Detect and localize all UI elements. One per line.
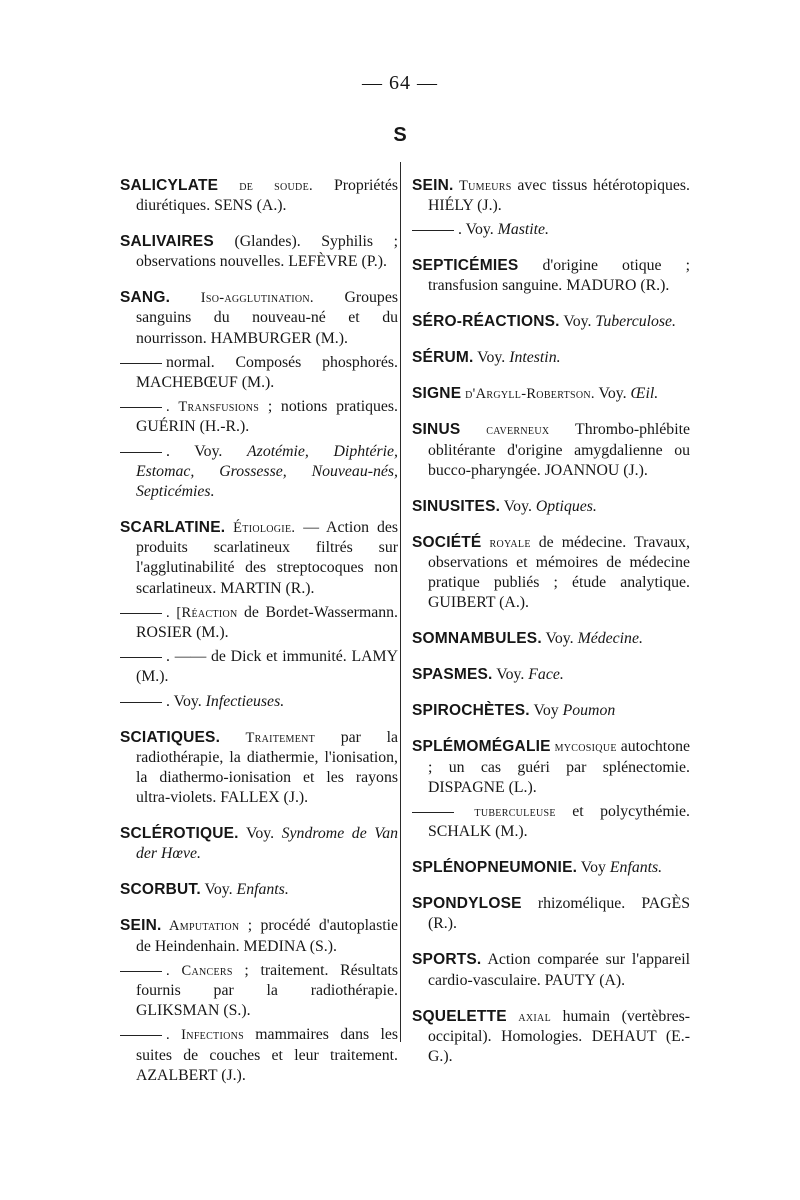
right-column (412, 160, 690, 1075)
index-entry (412, 1007, 690, 1068)
index-entry (120, 824, 398, 864)
page-number: — 64 — (362, 72, 438, 94)
index-entry (412, 497, 690, 517)
entry-text: par la radiothérapie, la diathermie, l'ionisation, la diathermo-ionisation et les rayons ultra-violets. FALLEX (J.). (136, 728, 398, 807)
entry-subheading: . [Réaction (166, 604, 238, 621)
entry-text: Voy. (559, 313, 596, 331)
index-entry (412, 420, 690, 481)
repeat-dash (120, 452, 162, 453)
entry-heading: SPLÉMOMÉGALIE (412, 738, 551, 756)
index-entry (412, 858, 690, 878)
entry-heading: SCORBUT. (120, 881, 201, 899)
entry-text: Voy. (238, 825, 282, 843)
entry-subheading: . Infections (166, 1027, 244, 1044)
entry-heading: SANG. (120, 289, 171, 307)
index-subentry (120, 1025, 398, 1086)
cross-reference: Optiques. (535, 497, 597, 515)
entry-heading: SPASMES. (412, 666, 493, 684)
index-entry (120, 288, 398, 349)
entry-heading: SQUELETTE (412, 1007, 507, 1025)
cross-reference: Médecine. (577, 630, 643, 648)
index-subentry (120, 961, 398, 1022)
entry-heading: SPONDYLOSE (412, 895, 522, 913)
entry-text: et polycythémie. SCHALK (M.). (428, 803, 690, 841)
entry-text: . Voy. (166, 442, 248, 460)
entry-subheading: Amputation (161, 918, 240, 935)
entry-text: de Bordet-Wassermann. ROSIER (M.). (136, 603, 398, 642)
entry-heading: SCIATIQUES. (120, 728, 221, 746)
index-entry (412, 384, 690, 404)
index-subentry (120, 397, 398, 437)
entry-subheading: tuberculeuse (458, 804, 556, 821)
column-divider (400, 162, 401, 1042)
entry-subheading: d'Argyll-Robertson. (461, 386, 595, 403)
entry-subheading: royale (481, 534, 531, 551)
entry-heading: SEPTICÉMIES (412, 257, 519, 275)
cross-reference: Œil. (630, 385, 659, 403)
cross-reference: Tuberculose. (595, 313, 676, 331)
entry-heading: SIGNE (412, 385, 462, 403)
repeat-dash (120, 1035, 162, 1036)
index-entry (412, 629, 690, 649)
index-entry (412, 894, 690, 934)
entry-text: Groupes sanguins du nouveau-né et du nourrisson. HAMBURGER (M.). (136, 289, 398, 347)
repeat-dash (120, 613, 162, 614)
entry-subheading: axial (506, 1008, 551, 1025)
cross-reference: Intestin. (509, 349, 561, 367)
index-entry (412, 256, 690, 296)
section-letter: S (393, 124, 407, 146)
entry-text: . Voy. (458, 221, 498, 239)
entry-subheading: Étiologie. (225, 520, 296, 537)
repeat-dash (120, 971, 162, 972)
repeat-dash (120, 407, 162, 408)
index-subentry (120, 442, 398, 503)
index-subentry (120, 692, 398, 712)
index-subentry (120, 603, 398, 643)
index-entry (412, 665, 690, 685)
cross-reference: Poumon (562, 702, 616, 720)
index-entry (120, 518, 398, 599)
repeat-dash (120, 702, 162, 703)
cross-reference: Face. (528, 666, 564, 684)
entry-heading: SEIN. (120, 917, 162, 935)
repeat-dash (412, 812, 454, 813)
entry-text: Voy. (492, 666, 529, 684)
repeat-dash (412, 230, 454, 231)
entry-text: Voy. (473, 349, 510, 367)
entry-heading: SCARLATINE. (120, 519, 226, 537)
entry-heading: SOMNAMBULES. (412, 630, 542, 648)
index-entry (120, 176, 398, 216)
index-entry (412, 701, 690, 721)
cross-reference: Azotémie, Diphtérie, Estomac, Grossesse, Nouveau-nés, Septicémies. (136, 442, 399, 501)
entry-heading: SALIVAIRES (120, 233, 214, 250)
entry-text: Voy (529, 702, 563, 720)
index-entry (412, 176, 690, 216)
entry-heading: SÉRUM. (412, 349, 474, 367)
entry-text: Voy. (594, 385, 631, 403)
entry-subheading: Traitement (220, 729, 316, 746)
entry-subheading: . Cancers (166, 962, 233, 979)
entry-heading: SEIN. (412, 176, 454, 194)
entry-text: Action comparée sur l'appareil cardio-vasculaire. PAUTY (A). (428, 951, 690, 989)
repeat-dash (120, 657, 162, 658)
entry-text: avec tissus hétérotopiques. HIÉLY (J.). (428, 176, 690, 214)
index-entry (120, 232, 398, 272)
entry-text: ; notions pratiques. GUÉRIN (H.-R.). (136, 398, 399, 436)
cross-reference: Infectieuses. (205, 692, 285, 710)
entry-text: Voy. (500, 497, 536, 515)
entry-subheading: mycosique (550, 739, 617, 756)
entry-heading: SÉRO-RÉACTIONS. (412, 313, 560, 331)
cross-reference: Mastite. (497, 221, 549, 239)
index-subentry (120, 647, 398, 687)
entry-subheading: . Transfusions (166, 399, 260, 416)
index-entry (412, 533, 690, 614)
entry-heading: SPORTS. (412, 951, 482, 969)
cross-reference: Enfants. (609, 859, 663, 877)
entry-subheading: caverneux (460, 422, 550, 439)
entry-text: mammaires dans les suites de couches et leur traitement. AZALBERT (J.). (136, 1026, 398, 1084)
entry-text: Voy. (200, 881, 237, 899)
cross-reference: Enfants. (236, 881, 289, 899)
entry-text: d'origine otique ; transfusion sanguine. MADURO (R.). (428, 257, 690, 295)
index-entry (120, 880, 398, 900)
entry-text: Voy (577, 859, 610, 877)
entry-text: humain (vertèbres-occipital). Homologies. DEHAUT (E.-G.). (428, 1007, 690, 1066)
index-entry (412, 312, 690, 332)
entry-text: ; procédé d'autoplastie de Heindenhain. MEDINA (S.). (136, 917, 399, 955)
entry-text: Propriétés diurétiques. SENS (A.). (136, 176, 398, 214)
entry-subheading: Iso-agglutination. (170, 290, 314, 307)
cross-reference: Syndrome de Van der Hœve. (136, 825, 398, 863)
index-entry (412, 348, 690, 368)
entry-heading: SALICYLATE (120, 176, 219, 194)
entry-heading: SPLÉNOPNEUMONIE. (412, 859, 578, 877)
entry-text: Voy. (541, 630, 578, 648)
index-subentry (412, 220, 690, 240)
entry-heading: SCLÉROTIQUE. (120, 825, 239, 843)
entry-text: . Voy. (166, 692, 206, 710)
entry-subheading: de soude. (239, 177, 313, 194)
repeat-dash (120, 363, 162, 364)
entry-heading: SOCIÉTÉ (412, 533, 482, 551)
entry-text: ; traitement. Résultats fournis par la radiothérapie. GLIKSMAN (S.). (136, 961, 398, 1020)
index-entry (120, 728, 398, 809)
index-subentry (412, 802, 690, 842)
entry-text: normal. Composés phosphorés. MACHEBŒUF (M.). (136, 353, 398, 392)
entry-text: rhizomélique. PAGÈS (R.). (428, 895, 690, 933)
entry-text: autochtone ; un cas guéri par splénectomie. DISPAGNE (L.). (428, 738, 691, 796)
entry-heading: SPIROCHÈTES. (412, 702, 530, 720)
entry-text: Thrombo-phlébite oblitérante d'origine amygdalienne ou bucco-pharyngée. JOANNOU (J.). (428, 421, 690, 479)
index-entry (412, 950, 690, 990)
entry-heading: SINUSITES. (412, 497, 501, 515)
index-entry (120, 916, 398, 956)
entry-subheading: Tumeurs (453, 177, 512, 194)
left-column (120, 160, 398, 1094)
entry-text: de médecine. Travaux, observations et mémoires de médecine pratique publiés ; étude analytique. GUIBERT (A.). (428, 533, 691, 612)
entry-heading: SINUS (412, 421, 461, 439)
index-subentry (120, 353, 398, 393)
entry-text: . —— de Dick et immunité. LAMY (M.). (136, 648, 398, 686)
entry-text: — Action des produits scarlatineux filtrés sur l'agglutinabilité des streptocoques non scarlatineux. MARTIN (R.). (136, 519, 398, 597)
entry-text: (Glandes). Syphilis ; observations nouvelles. LEFÈVRE (P.). (136, 233, 398, 271)
index-entry (412, 737, 690, 798)
